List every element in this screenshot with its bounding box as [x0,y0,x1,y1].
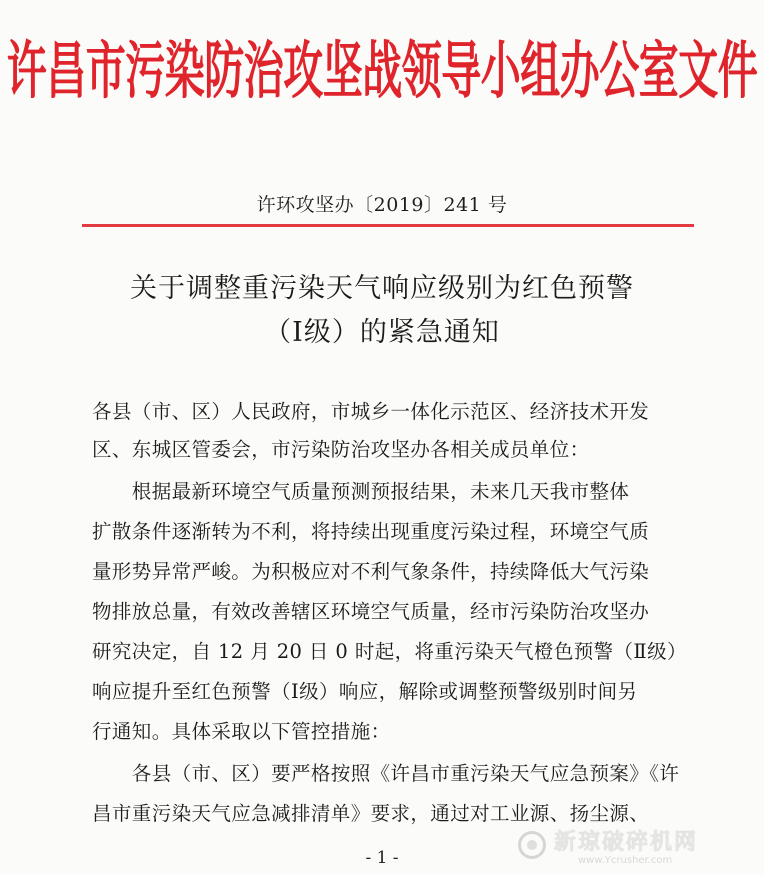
watermark-url: www.Ycrusher.com [578,855,673,866]
body-line: 扩散条件逐渐转为不利，将持续出现重度污染过程，环境空气质 [92,520,650,543]
body-line: 行通知。具体采取以下管控措施： [92,720,391,743]
document-title-line-1: 关于调整重污染天气响应级别为红色预警 [130,273,634,304]
red-divider-rule [82,224,694,227]
body-line: 区、东城区管委会，市污染防治攻坚办各相关成员单位： [92,438,590,461]
document-title-line-2: （Ⅰ级）的紧急通知 [264,317,500,348]
body-line: 研究决定，自 12 月 20 日 0 时起，将重污染天气橙色预警（Ⅱ级） [92,640,687,663]
body-line: 物排放总量，有效改善辖区环境空气质量，经市污染防治攻坚办 [92,600,650,623]
watermark-name: 新琼破碎机网 [554,830,699,855]
body-line: 各县（市、区）人民政府，市城乡一体化示范区、经济技术开发 [92,400,650,423]
body-line: 昌市重污染天气应急减排清单》要求，通过对工业源、扬尘源、 [92,802,650,825]
watermark-logo-icon [518,831,546,859]
page-number: - 1 - [365,848,399,868]
issuer-header: 许昌市污染防治攻坚战领导小组办公室文件 [6,35,758,108]
body-line: 量形势异常严峻。为积极应对不利气象条件，持续降低大气污染 [92,560,650,583]
site-watermark [518,825,748,869]
body-line: 根据最新环境空气质量预测预报结果，未来几天我市整体 [92,480,630,503]
document-number: 许环攻坚办〔2019〕241 号 [256,194,508,216]
body-line: 各县（市、区）要严格按照《许昌市重污染天气应急预案》《许 [92,762,680,785]
body-line: 响应提升至红色预警（Ⅰ级）响应，解除或调整预警级别时间另 [92,680,638,703]
